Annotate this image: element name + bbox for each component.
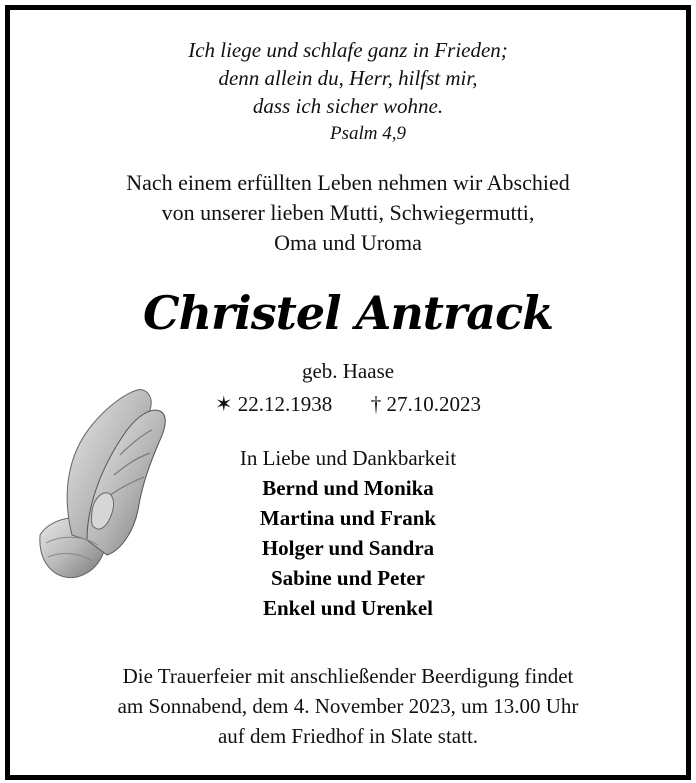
- mourner-name: Bernd und Monika: [262, 476, 434, 500]
- death-date: 27.10.2023: [386, 392, 482, 416]
- mourner-name: Sabine und Peter: [270, 566, 425, 590]
- mourners-heading: In Liebe und Dankbarkeit: [239, 446, 457, 470]
- funeral-info-line: auf dem Friedhof in Slate statt.: [217, 724, 479, 748]
- verse-line: dass ich sicher wohne.: [252, 94, 444, 118]
- intro-line: Oma und Uroma: [274, 230, 422, 255]
- intro-line: von unserer lieben Mutti, Schwiegermutti,: [161, 200, 535, 225]
- deceased-name: Christel Antrack: [143, 286, 553, 340]
- mourner-name: Martina und Frank: [259, 506, 437, 530]
- verse-line: denn allein du, Herr, hilfst mir,: [218, 66, 478, 90]
- death-cross-icon: †: [370, 392, 382, 416]
- birth-date: 22.12.1938: [237, 392, 333, 416]
- intro-line: Nach einem erfüllten Leben nehmen wir Abschied: [126, 170, 570, 195]
- verse-reference: Psalm 4,9: [330, 123, 406, 144]
- maiden-name: geb. Haase: [301, 359, 395, 383]
- verse-line: Ich liege und schlafe ganz in Frieden;: [188, 38, 508, 62]
- mourner-name: Holger und Sandra: [261, 536, 435, 560]
- mourner-name: Enkel und Urenkel: [263, 596, 433, 620]
- funeral-info-line: Die Trauerfeier mit anschließender Beerdigung findet: [122, 664, 574, 688]
- funeral-info-line: am Sonnabend, dem 4. November 2023, um 13.00 Uhr: [117, 694, 579, 718]
- birth-star-icon: ✶: [214, 392, 233, 416]
- obituary-notice: [5, 5, 691, 780]
